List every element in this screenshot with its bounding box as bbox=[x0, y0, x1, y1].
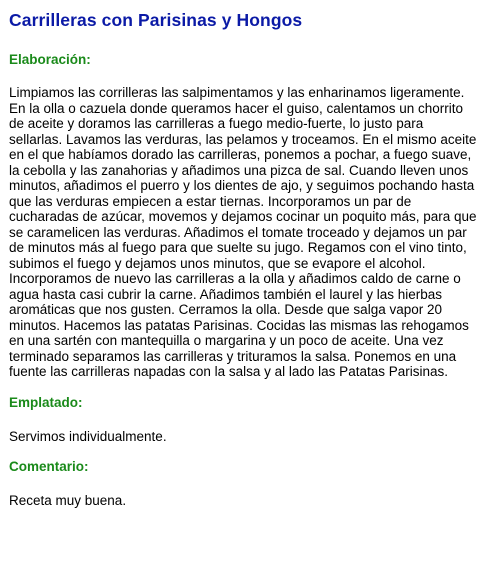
recipe-title: Carrilleras con Parisinas y Hongos bbox=[9, 10, 303, 30]
elaboracion-text: Limpiamos las corrilleras las salpimentamos y las enharinamos ligeramente. En la olla o cazuela donde queramos hacer el guiso, calentamos un chorrito de aceite y doramos las carrilleras a fuego medio-fuerte, lo justo para sellarlas. Lavamos las verduras, las pelamos y troceamos. En el mismo aceite en el que habíamos dorado las carrilleras, ponemos a pochar, a fuego suave, la cebolla y las zanahorias y añadimos una pizca de sal. Cuando lleven unos minutos, añadimos el puerro y los dientes de ajo, y seguimos pochando hasta que las verduras empiecen a estar tiernas. Incorporamos un par de cucharadas de azúcar, movemos y dejamos cocinar un poquito más, para que se caramelicen las verduras. Añadimos el tomate troceado y dejamos un par de minutos más al fuego para que suelte su jugo. Regamos con el vino tinto, subimos el fuego y dejamos unos minutos, que se evapore el alcohol. Incorporamos de nuevo las carrilleras a la olla y añadimos caldo de carne o agua hasta casi cubrir la carne. Añadimos también el laurel y las hierbas aromáticas que nos gusten. Cerramos la olla. Desde que salga vapor 20 minutos. Hacemos las patatas Parisinas. Cocidas las mismas las rehogamos en una sartén con mantequilla o margarina y un poco de aceite. Una vez terminado separamos las carrilleras y trituramos la salsa. Ponemos en una fuente las carrilleras napadas con la salsa y al lado las Patatas Parisinas. bbox=[9, 85, 477, 379]
emplatado-heading: Emplatado: bbox=[9, 394, 83, 410]
emplatado-text: Servimos individualmente. bbox=[9, 428, 167, 444]
comentario-text: Receta muy buena. bbox=[9, 493, 127, 508]
comentario-heading: Comentario: bbox=[9, 459, 89, 474]
elaboracion-heading: Elaboración: bbox=[9, 52, 91, 67]
